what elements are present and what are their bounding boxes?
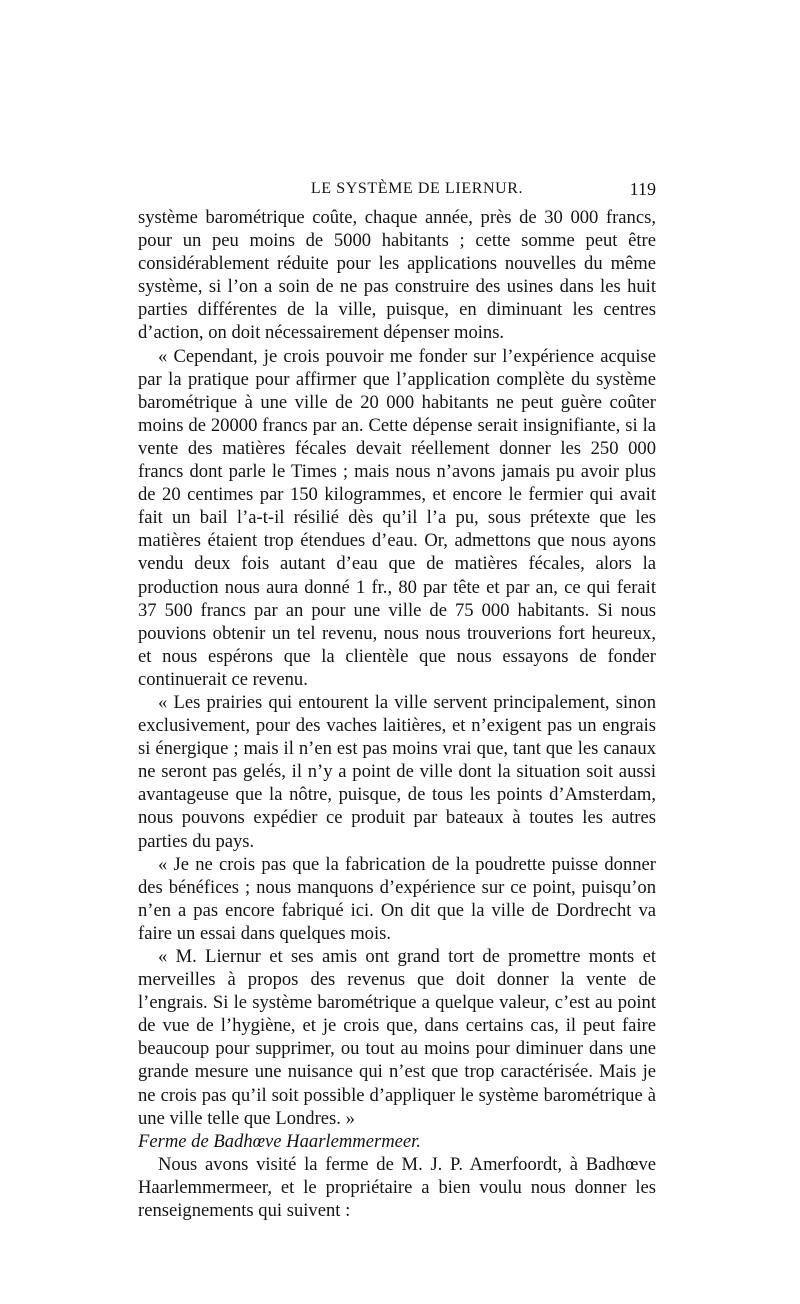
paragraph-2: « Cependant, je crois pouvoir me fonder sur l’expérience acquise par la pratique pour affirmer que l’application complète du système barométrique à une ville de 20 000 habitants ne peut guère coûter moins de 20000 francs par an. Cette dépense serait insignifiante, si la vente des matières fécales devait réellement donner les 250 000 francs dont parle le Times ; mais nous n’avons jamais pu avoir plus de 20 centimes par 150 kilogrammes, et encore le fermier qui avait fait un bail l’a-t-il résilié dès qu’il l’a pu, sous prétexte que les matières étaient trop étendues d’eau. Or, admettons que nous ayons vendu deux fois autant d’eau que de matières fécales, alors la production nous aura donné 1 fr., 80 par tête et par an, ce qui ferait 37 500 francs par an pour une ville de 75 000 habitants. Si nous pouvions obtenir un tel revenu, nous nous trouverions fort heureux, et nous espérons que la clientèle que nous essayons de fonder continuerait ce revenu. xyxy=(138,345,656,690)
closing-paragraph: Nous avons visité la ferme de M. J. P. Amerfoordt, à Badhœve Haarlemmermeer, et le propriétaire a bien voulu nous donner les renseignements qui suivent : xyxy=(138,1153,656,1222)
body-text xyxy=(138,206,656,1222)
paragraph-5: « M. Liernur et ses amis ont grand tort de promettre monts et merveilles à propos des revenus que doit donner la vente de l’engrais. Si le système barométrique a quelque valeur, c’est au point de vue de l’hygiène, et je crois que, dans certains cas, il peut faire beaucoup pour supprimer, ou tout au moins pour diminuer dans une grande mesure une nuisance qui n’est que trop caractérisée. Mais je ne crois pas qu’il soit possible d’appliquer le système barométrique à une ville telle que Londres. » xyxy=(138,946,656,1129)
running-head: LE SYSTÈME DE LIERNUR. xyxy=(310,180,524,197)
paragraph-1: système barométrique coûte, chaque année, près de 30 000 francs, pour un peu moins de 5000 habitants ; cette somme peut être considérablement réduite pour les applications nouvelles du même système, si l’on a soin de ne pas construire des usines dans les huit parties différentes de la ville, puisque, en diminuant les centres d’action, on doit nécessairement dépenser moins. xyxy=(138,207,656,344)
paragraph-4: « Je ne crois pas que la fabrication de la poudrette puisse donner des bénéfices ; nous manquons d’expérience sur ce point, puisqu’on n’en a pas encore fabriqué ici. On dit que la ville de Dordrecht va faire un essai dans quelques mois. xyxy=(138,853,656,944)
page-header xyxy=(138,176,656,202)
page-number: 119 xyxy=(629,179,656,199)
paragraph-3: « Les prairies qui entourent la ville servent principalement, sinon exclusivement, pour des vaches laitières, et n’exigent pas un engrais si énergique ; mais il n’en est pas moins vrai que, tant que les canaux ne seront pas gelés, il n’y a point de ville dont la situation soit aussi avantageuse que la nôtre, puisque, de tous les points d’Amsterdam, nous pouvons expédier ce produit par bateaux à toutes les autres parties du pays. xyxy=(138,691,656,852)
section-subheading: Ferme de Badhœve Haarlemmermeer. xyxy=(138,1130,421,1152)
